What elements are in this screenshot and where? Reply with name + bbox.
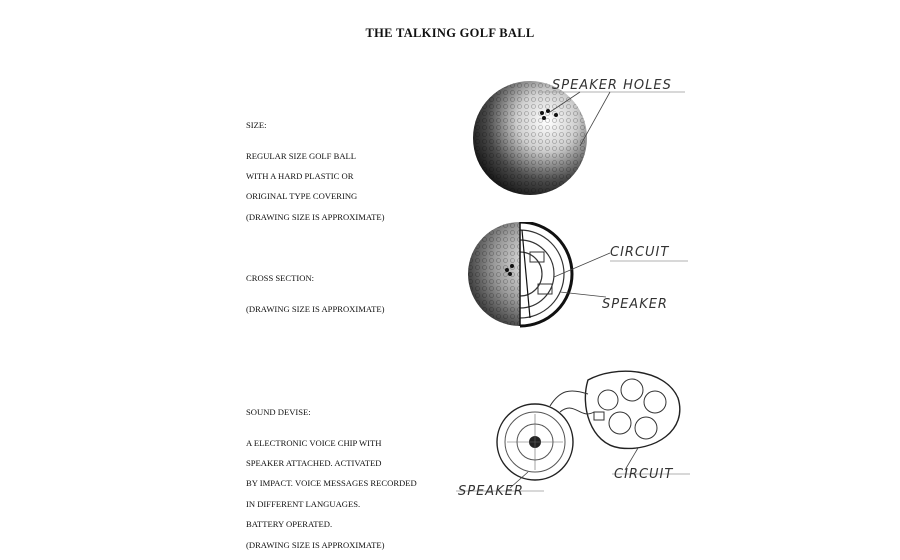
circuit-label-2: CIRCUIT: [614, 467, 674, 482]
page-title: THE TALKING GOLF BALL: [365, 26, 535, 40]
sound-device-line-5: BATTERY OPERATED.: [246, 519, 333, 530]
size-line-2: WITH A HARD PLASTIC OR: [246, 171, 354, 182]
sound-device-drawing: [440, 360, 700, 498]
sound-device-section: [246, 397, 417, 560]
size-line-4: (DRAWING SIZE IS APPROXIMATE): [246, 211, 385, 222]
sound-device-line-2: SPEAKER ATTACHED. ACTIVATED: [246, 458, 382, 469]
sound-device-line-1: A ELECTRONIC VOICE CHIP WITH: [246, 437, 382, 448]
circuit-label: CIRCUIT: [610, 245, 670, 260]
speaker-holes-label: SPEAKER HOLES: [552, 78, 672, 93]
sound-device-heading: SOUND DEVISE:: [246, 407, 311, 418]
sound-device-line-6: (DRAWING SIZE IS APPROXIMATE): [246, 539, 385, 550]
sound-device-line-4: IN DIFFERENT LANGUAGES.: [246, 498, 361, 509]
size-section: [246, 110, 384, 232]
golf-ball-drawing: [460, 68, 700, 198]
size-line-3: ORIGINAL TYPE COVERING: [246, 191, 358, 202]
cross-section-heading: CROSS SECTION:: [246, 273, 315, 284]
circuit-component: [585, 371, 679, 448]
size-line-1: REGULAR SIZE GOLF BALL: [246, 150, 357, 161]
speaker-label-2: SPEAKER: [458, 484, 524, 498]
sound-device-line-3: BY IMPACT. VOICE MESSAGES RECORDED: [246, 478, 417, 489]
speaker-component: [497, 404, 573, 480]
speaker-label: SPEAKER: [602, 297, 668, 312]
cross-section-line-1: (DRAWING SIZE IS APPROXIMATE): [246, 303, 385, 314]
cross-section-drawing: [460, 222, 700, 332]
cross-section-section: [246, 263, 384, 324]
size-heading: SIZE:: [246, 120, 267, 131]
